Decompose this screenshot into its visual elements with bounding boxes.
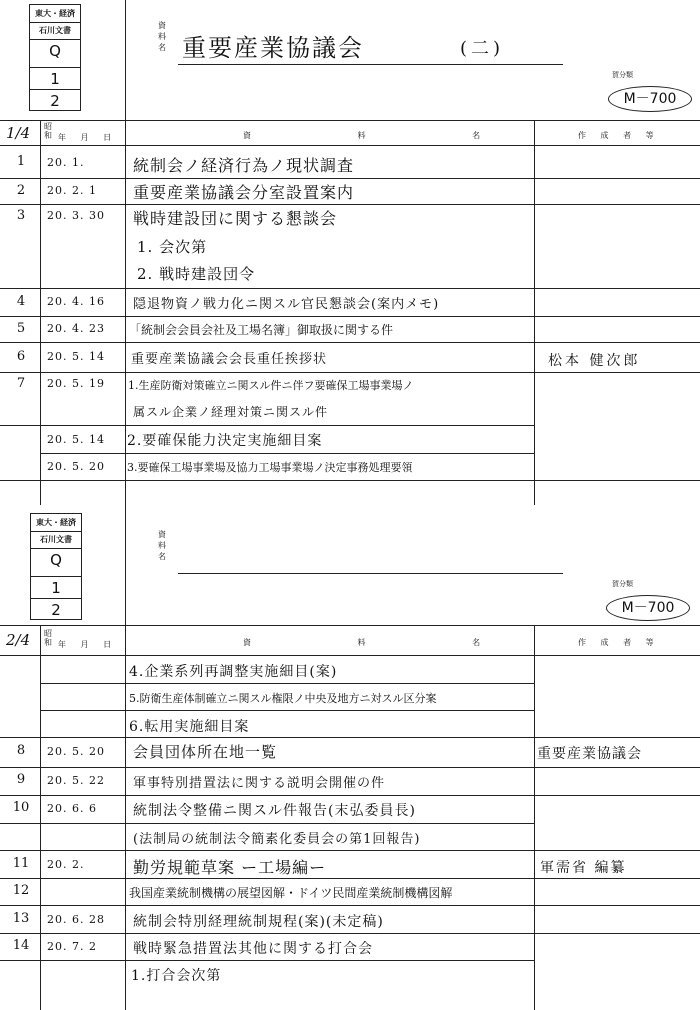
stamp-collection: 石川文書	[31, 531, 81, 549]
page-number: 1/4	[6, 124, 31, 142]
sheet-2	[0, 505, 700, 1010]
archive-stamp	[30, 513, 82, 620]
row-number: 5	[16, 321, 26, 336]
row-title: 2. 戦時建設団令	[137, 265, 256, 283]
header-era: 昭和	[44, 122, 52, 140]
row-title: (法制局の統制法令簡素化委員会の第1回報告)	[133, 832, 421, 847]
row-title: 3.要確保工場事業場及協力工場事業場ノ決定事務処理要領	[127, 461, 413, 474]
label-side: 資料名	[158, 530, 166, 561]
row-author: 重要産業協議会	[537, 746, 642, 762]
stamp-collection: 石川文書	[30, 22, 80, 40]
row-author: 軍需省 編纂	[540, 860, 627, 876]
row-number: 10	[12, 800, 30, 815]
row-title: 隠退物資ノ戦力化ニ関スル官民懇談会(案内メモ)	[133, 297, 440, 312]
class-label: 賀分類	[612, 71, 633, 79]
stamp-code: Q	[50, 551, 62, 569]
document-subtitle: (二)	[460, 38, 505, 59]
row-date: 20. 1.	[47, 156, 85, 169]
row-date: 20. 5. 20	[47, 460, 105, 473]
row-number: 2	[16, 183, 26, 198]
row-title: 統制会ノ経済行為ノ現状調査	[133, 156, 355, 175]
row-title: 2.要確保能力決定実施細目案	[127, 433, 323, 449]
row-title: 統制会特別経理統制規程(案)(未定稿)	[133, 914, 384, 930]
row-number: 12	[12, 883, 30, 898]
row-date: 20. 4. 16	[47, 295, 105, 308]
label-side: 資料名	[158, 21, 166, 52]
row-date: 20. 5. 14	[47, 350, 105, 363]
row-number: 14	[12, 938, 30, 953]
row-number: 9	[16, 772, 26, 787]
row-title: 1.生産防衛対策確立ニ関スル件ニ伴フ要確保工場事業場ノ	[128, 379, 414, 392]
row-title: 会員団体所在地一覧	[133, 743, 278, 761]
row-title: 5.防衛生産体制確立ニ関スル権限ノ中央及地方ニ対スル区分案	[129, 692, 437, 705]
class-code: M－700	[608, 86, 692, 112]
row-date: 20. 6. 28	[47, 913, 105, 926]
row-date: 20. 5. 19	[47, 377, 105, 390]
document-title: 重要産業協議会	[182, 34, 364, 62]
stamp-org: 東大・経済	[30, 5, 80, 23]
row-number: 11	[12, 856, 30, 871]
class-label: 賀分類	[612, 580, 633, 588]
class-code: M－700	[606, 595, 690, 621]
row-date: 20. 5. 14	[47, 433, 105, 446]
header-name: 資 料 名	[243, 131, 533, 140]
row-date: 20. 2. 1	[47, 184, 97, 197]
stamp-num1: 1	[51, 579, 61, 597]
row-number: 8	[16, 743, 26, 758]
stamp-org: 東大・経済	[31, 514, 81, 532]
row-title: 「統制会会員会社及工場名簿」御取扱に関する件	[129, 323, 394, 337]
row-number: 7	[16, 376, 26, 391]
header-era: 昭和	[44, 629, 52, 647]
header-name: 資 料 名	[243, 638, 533, 647]
row-number: 13	[12, 911, 30, 926]
row-date: 20. 5. 20	[47, 745, 105, 758]
header-author: 作 成 者 等	[578, 638, 660, 647]
row-date: 20. 4. 23	[47, 322, 105, 335]
header-date: 年 月 日	[58, 133, 118, 142]
row-date: 20. 6. 6	[47, 802, 97, 815]
row-title: 属スル企業ノ経理対策ニ関スル件	[133, 405, 329, 419]
row-title: 4.企業系列再調整実施細目(案)	[129, 664, 338, 680]
row-title: 重要産業協議会分室設置案内	[133, 183, 355, 202]
row-number: 3	[16, 208, 26, 223]
header-date: 年 月 日	[58, 640, 118, 649]
stamp-num1: 1	[50, 70, 60, 88]
row-title: 統制法令整備ニ関スル件報告(末弘委員長)	[133, 803, 416, 819]
page-number: 2/4	[6, 631, 31, 649]
stamp-num2: 2	[51, 601, 61, 619]
row-date: 20. 3. 30	[47, 209, 105, 222]
row-title: 1.打合会次第	[131, 968, 222, 984]
row-date: 20. 7. 2	[47, 940, 97, 953]
row-title: 重要産業協議会会長重任挨拶状	[131, 352, 328, 367]
stamp-code: Q	[49, 42, 61, 60]
row-title: 勤労規範草案 ー工場編ー	[133, 858, 327, 877]
row-title: 軍事特別措置法に関する説明会開催の件	[133, 776, 386, 791]
row-date: 20. 2.	[47, 858, 85, 871]
archive-stamp	[29, 4, 81, 111]
row-title: 我国産業統制機構の展望図解・ドイツ民間産業統制機構図解	[129, 886, 453, 900]
row-title: 1. 会次第	[137, 238, 208, 256]
stamp-num2: 2	[50, 92, 60, 110]
header-author: 作 成 者 等	[578, 131, 660, 140]
row-number: 4	[16, 294, 26, 309]
row-number: 6	[16, 349, 26, 364]
row-title: 戦時緊急措置法其他に関する打合会	[133, 941, 373, 957]
row-number: 1	[16, 154, 26, 169]
row-title: 戦時建設団に関する懇談会	[133, 209, 338, 228]
row-date: 20. 5. 22	[47, 774, 105, 787]
row-title: 6.転用実施細目案	[129, 719, 250, 735]
row-author: 松本 健次郎	[548, 353, 641, 369]
